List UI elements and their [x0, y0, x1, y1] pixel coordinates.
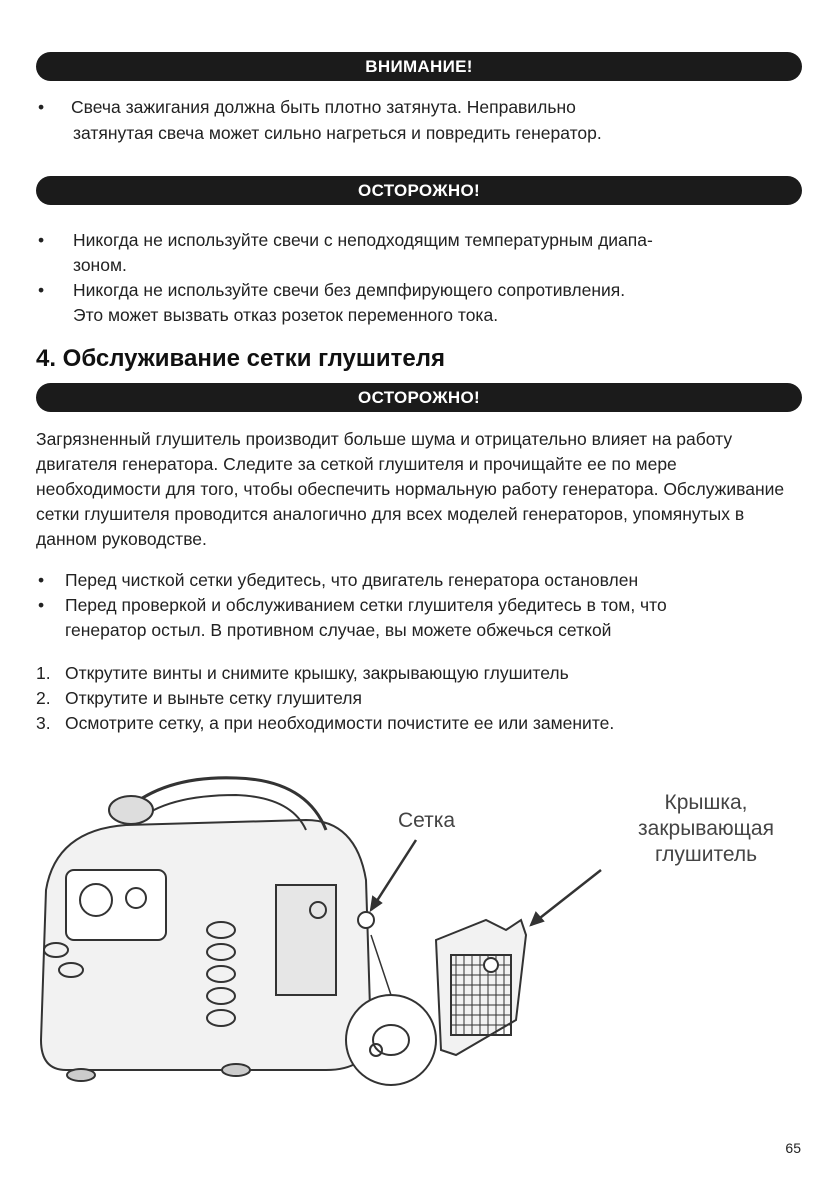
- label-cover-line3: глушитель: [654, 843, 758, 866]
- step-number: 3.: [36, 713, 51, 733]
- step-number: 1.: [36, 663, 51, 683]
- section-heading: 4. Обслуживание сетки глушителя: [36, 345, 445, 372]
- bullet-icon: •: [38, 595, 45, 615]
- section-bullet1-line1: Перед чисткой сетки убедитесь, что двигатель генератора остановлен: [65, 570, 639, 590]
- section-paragraph: Загрязненный глушитель производит больше шума и отрицательно влияет на работу двигателя генератора. Следите за сеткой глушителя и прочищайте ее по мере необходимости для того, чтобы обеспечить нормальную работу генератора. Обслуживание сетки глушителя проводится аналогично для всех моделей генераторов, упомянутых в данном руководстве.: [36, 429, 785, 549]
- step-text: Открутите винты и снимите крышку, закрывающую глушитель: [65, 663, 569, 683]
- page-number: 65: [785, 1140, 801, 1156]
- step-number: 2.: [36, 688, 51, 708]
- bullet-icon: •: [38, 280, 45, 300]
- caution-banner-section: ОСТОРОЖНО!: [36, 383, 802, 412]
- bullet-icon: •: [38, 230, 45, 250]
- generator-illustration: [36, 770, 806, 1100]
- step-text: Осмотрите сетку, а при необходимости почистите ее или замените.: [65, 713, 615, 733]
- caution-text-item2-line2: Это может вызвать отказ розеток переменного тока.: [73, 305, 499, 325]
- warning-text-line2: затянутая свеча может сильно нагреться и повредить генератор.: [73, 123, 602, 143]
- step-text: Открутите и выньте сетку глушителя: [65, 688, 362, 708]
- bullet-icon: •: [38, 570, 45, 590]
- caution-text-item1-line1: Никогда не используйте свечи с неподходящим температурным диапа-: [73, 230, 653, 250]
- section-bullet2-line2: генератор остыл. В противном случае, вы можете обжечься сеткой: [65, 620, 612, 640]
- label-cover-line2: закрывающая: [638, 817, 774, 840]
- caution-text-item1-line2: зоном.: [73, 255, 127, 275]
- warning-text-line1: Свеча зажигания должна быть плотно затянута. Неправильно: [71, 97, 576, 117]
- label-mesh: Сетка: [398, 809, 456, 832]
- bullet-icon: •: [38, 97, 45, 117]
- section-bullet2-line1: Перед проверкой и обслуживанием сетки глушителя убедитесь в том, что: [65, 595, 667, 615]
- caution-banner: ОСТОРОЖНО!: [36, 176, 802, 205]
- label-cover-line1: Крышка,: [664, 791, 748, 814]
- warning-banner: ВНИМАНИЕ!: [36, 52, 802, 81]
- caution-text-item2-line1: Никогда не используйте свечи без демпфирующего сопротивления.: [73, 280, 626, 300]
